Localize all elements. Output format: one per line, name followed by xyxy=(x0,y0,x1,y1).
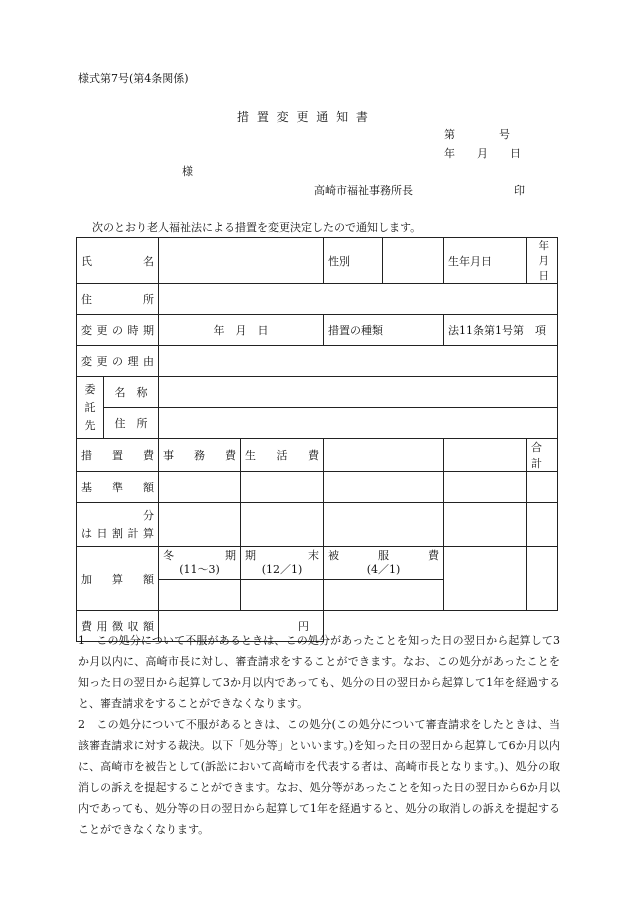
row-name xyxy=(77,238,558,284)
row-consign-name xyxy=(77,377,558,408)
change-date-value[interactable]: 年 月 日 xyxy=(159,315,324,346)
row-standard xyxy=(77,472,558,503)
admin-cost-header: 事 務 費 xyxy=(159,439,241,472)
notes xyxy=(78,630,560,840)
fee-value[interactable]: 円 xyxy=(159,611,324,642)
clothing-label: 被 服 費 xyxy=(328,549,439,562)
note-1: 1 この処分について不服があるときは、この処分があったことを知った日の翌日から起算して3か月以内に、高崎市長に対し、審査請求をすることができます。なお、この処分があったことを知った日の翌日から起算して3か月以内であっても、処分の日の翌日から起算して1年を経過すると、審査請求をすることができなくなります。 xyxy=(78,634,560,710)
total-header: 合 計 xyxy=(527,439,558,472)
measure-type-value[interactable]: 法11条第1号第 項 xyxy=(444,315,558,346)
clothing-period: (4／1) xyxy=(366,563,401,576)
birth-label: 生年月日 xyxy=(444,238,527,284)
form-number: 様式第7号(第4条関係) xyxy=(78,72,189,85)
consign-char-1: 委 xyxy=(84,382,96,396)
daily-other-2[interactable] xyxy=(444,503,527,547)
birth-value[interactable]: 年 月 日 xyxy=(527,238,558,284)
fee-label: 費用徴収額 xyxy=(77,611,159,642)
standard-other-1[interactable] xyxy=(324,472,444,503)
note-2: 2 この処分について不服があるときは、この処分(この処分について審査請求をしたときは、当該審査請求に対する裁決。以下「処分等」といいます。)を知った日の翌日から起算して6か月以内に、高崎市を被告として(訴訟において高崎市を代表する者は、高崎市長となります。)、処分の取消しの訴えを提起することができます。なお、処分等があったことを知った日の翌日から6か月以内であっても、処分等の日の翌日から起算して1年を経過すると、処分の取消しの訴えを提起することができなくなります。 xyxy=(78,718,560,836)
cost-label: 措 置 費 xyxy=(77,439,159,472)
address-label: 住 所 xyxy=(77,284,159,315)
addition-label: 加 算 額 xyxy=(77,547,159,611)
name-label: 氏 名 xyxy=(77,238,159,284)
row-change-date xyxy=(77,315,558,346)
address-value[interactable] xyxy=(159,284,558,315)
standard-label: 基 準 額 xyxy=(77,472,159,503)
living-cost-header: 生 活 費 xyxy=(241,439,324,472)
consign-char-2: 託 xyxy=(84,400,96,414)
winter-period: (11〜3) xyxy=(179,563,220,576)
gender-label: 性別 xyxy=(324,238,383,284)
seal-mark: 印 xyxy=(514,184,525,197)
row-addition-labels xyxy=(77,547,558,580)
name-value[interactable] xyxy=(159,238,324,284)
gender-value[interactable] xyxy=(383,238,444,284)
consign-char-3: 先 xyxy=(84,418,96,432)
change-date-label: 変更の時期 xyxy=(77,315,159,346)
daily-label xyxy=(77,503,159,547)
standard-living[interactable] xyxy=(241,472,324,503)
consign-name-label: 名 称 xyxy=(104,377,159,408)
measure-type-label: 措置の種類 xyxy=(324,315,444,346)
row-consign-address xyxy=(77,408,558,439)
change-reason-label: 変更の理由 xyxy=(77,346,159,377)
row-address xyxy=(77,284,558,315)
consign-label xyxy=(77,377,104,439)
date-line: 年 月 日 xyxy=(444,147,521,160)
standard-other-2[interactable] xyxy=(444,472,527,503)
row-daily xyxy=(77,503,558,547)
sender-name: 高崎市福祉事務所長 xyxy=(314,184,413,197)
daily-living[interactable] xyxy=(241,503,324,547)
consign-name-value[interactable] xyxy=(159,377,558,408)
number-line: 第 号 xyxy=(444,128,510,141)
document-title: 措 置 変 更 通 知 書 xyxy=(237,110,370,124)
addition-other[interactable] xyxy=(444,547,527,611)
measure-table xyxy=(76,237,564,642)
daily-label-top: 分 xyxy=(143,508,154,522)
winter-value[interactable] xyxy=(159,580,241,611)
yearend-period: (12／1) xyxy=(261,563,303,576)
change-reason-value[interactable] xyxy=(159,346,558,377)
winter-label: 冬 期 xyxy=(163,549,236,562)
consign-address-value[interactable] xyxy=(159,408,558,439)
addressee-suffix: 様 xyxy=(182,165,193,178)
yearend-header xyxy=(241,547,324,580)
row-cost-header xyxy=(77,439,558,472)
daily-label-bottom: は日割計算 xyxy=(81,526,154,540)
intro-text: 次のとおり老人福祉法による措置を変更決定したので通知します。 xyxy=(92,221,422,234)
yearend-value[interactable] xyxy=(241,580,324,611)
addition-total[interactable] xyxy=(527,547,558,611)
daily-other-1[interactable] xyxy=(324,503,444,547)
standard-total[interactable] xyxy=(527,472,558,503)
yearend-label: 期 末 xyxy=(245,549,319,562)
daily-total[interactable] xyxy=(527,503,558,547)
clothing-value[interactable] xyxy=(324,580,444,611)
winter-header xyxy=(159,547,241,580)
row-change-reason xyxy=(77,346,558,377)
clothing-header xyxy=(324,547,444,580)
consign-address-label: 住 所 xyxy=(104,408,159,439)
cost-blank-2 xyxy=(444,439,527,472)
daily-admin[interactable] xyxy=(159,503,241,547)
standard-admin[interactable] xyxy=(159,472,241,503)
cost-blank-1 xyxy=(324,439,444,472)
